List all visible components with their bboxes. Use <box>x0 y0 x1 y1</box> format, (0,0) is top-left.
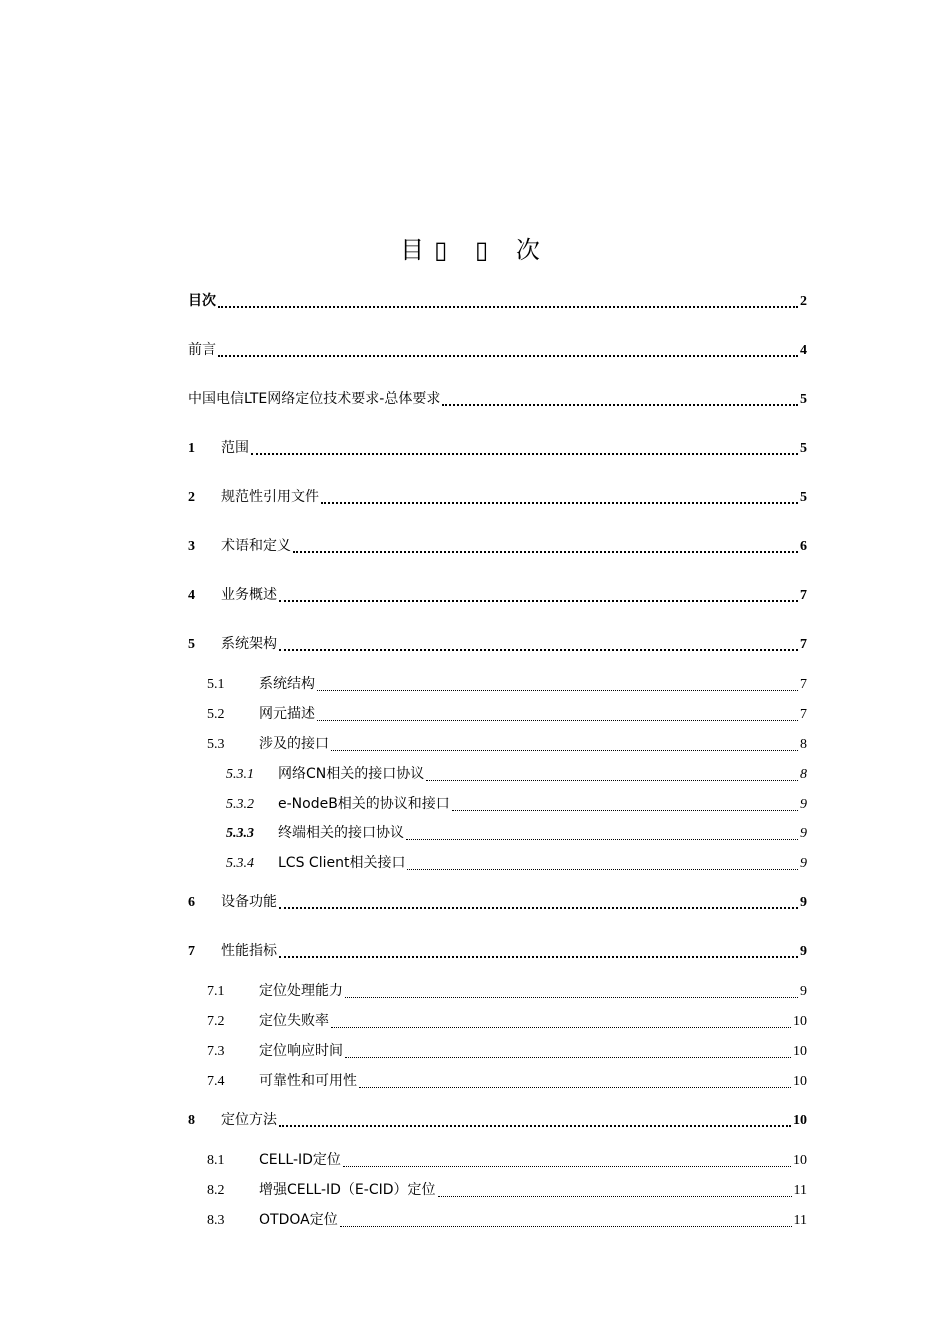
toc-entry-page: 2 <box>800 294 807 309</box>
toc-entry-5-3[interactable] <box>207 734 807 755</box>
toc-entry-8-1[interactable] <box>207 1150 807 1171</box>
toc-entry-number: 1 <box>188 441 195 456</box>
toc-entry-4[interactable] <box>188 585 807 606</box>
toc-entry-page: 10 <box>793 1044 807 1059</box>
toc-entry-label: 网元描述 <box>259 706 315 722</box>
toc-entry-7-2[interactable] <box>207 1011 807 1032</box>
toc-leader-dots <box>452 797 798 811</box>
toc-entry-page: 5 <box>800 441 807 456</box>
toc-entry-number: 5.3.3 <box>226 826 254 841</box>
toc-entry-number: 5.3.2 <box>226 797 254 812</box>
toc-entry-number: 7 <box>188 944 195 959</box>
toc-leader-dots <box>345 984 798 998</box>
toc-entry-8-2[interactable] <box>207 1180 807 1201</box>
toc-entry-label: 定位响应时间 <box>259 1043 343 1059</box>
toc-entry-number: 5.3 <box>207 737 225 752</box>
toc-entry-number: 5.1 <box>207 677 225 692</box>
toc-entry-page: 10 <box>793 1014 807 1029</box>
toc-leader-dots <box>407 856 798 870</box>
toc-entry-5-1[interactable] <box>207 674 807 695</box>
toc-entry-page: 10 <box>793 1113 807 1128</box>
toc-entry-number: 5.2 <box>207 707 225 722</box>
toc-entry-page: 7 <box>800 637 807 652</box>
toc-title: 目▯ ▯ 次 <box>400 236 550 264</box>
toc-entry-label: e-NodeB相关的协议和接口 <box>278 796 450 812</box>
toc-leader-dots <box>218 343 798 357</box>
toc-entry-label: OTDOA定位 <box>259 1212 338 1228</box>
toc-entry-label: 性能指标 <box>221 943 277 959</box>
toc-leader-dots <box>345 1044 791 1058</box>
toc-entry-7-3[interactable] <box>207 1041 807 1062</box>
toc-entry-mulu[interactable] <box>188 291 807 312</box>
toc-leader-dots <box>426 767 798 781</box>
toc-leader-dots <box>293 539 798 553</box>
toc-entry-page: 11 <box>793 1213 807 1228</box>
toc-leader-dots <box>317 677 798 691</box>
toc-leader-dots <box>340 1213 792 1227</box>
toc-entry-page: 11 <box>793 1183 807 1198</box>
toc-entry-page: 7 <box>800 588 807 603</box>
toc-entry-label: 系统架构 <box>221 636 277 652</box>
toc-leader-dots <box>438 1183 792 1197</box>
toc-entry-number: 8 <box>188 1113 195 1128</box>
toc-entry-label: 涉及的接口 <box>259 736 329 752</box>
toc-entry-page: 9 <box>800 984 807 999</box>
toc-entry-label: 业务概述 <box>221 587 277 603</box>
toc-entry-label: 增强CELL-ID（E-CID）定位 <box>259 1182 436 1198</box>
toc-entry-number: 3 <box>188 539 195 554</box>
toc-leader-dots <box>251 441 798 455</box>
toc-entry-label: 前言 <box>188 342 216 358</box>
toc-entry-label: 定位方法 <box>221 1112 277 1128</box>
toc-leader-dots <box>442 392 798 406</box>
toc-entry-7-1[interactable] <box>207 981 807 1002</box>
toc-leader-dots <box>343 1153 791 1167</box>
toc-entry-page: 5 <box>800 392 807 407</box>
toc-entry-2[interactable] <box>188 487 807 508</box>
toc-entry-5-3-1[interactable] <box>226 764 807 785</box>
toc-entry-page: 9 <box>800 856 807 871</box>
toc-leader-dots <box>279 637 798 651</box>
toc-entry-number: 7.3 <box>207 1044 225 1059</box>
toc-entry-label: CELL-ID定位 <box>259 1152 341 1168</box>
toc-entry-7[interactable] <box>188 941 807 962</box>
toc-entry-page: 4 <box>800 343 807 358</box>
toc-entry-page: 8 <box>800 767 807 782</box>
toc-entry-page: 5 <box>800 490 807 505</box>
toc-leader-dots <box>331 1014 791 1028</box>
toc-leader-dots <box>279 944 798 958</box>
toc-entry-label: 终端相关的接口协议 <box>278 825 404 841</box>
toc-entry-5-2[interactable] <box>207 704 807 725</box>
toc-leader-dots <box>279 588 798 602</box>
toc-entry-label: 中国电信LTE网络定位技术要求-总体要求 <box>188 391 441 407</box>
toc-entry-page: 9 <box>800 797 807 812</box>
toc-entry-page: 6 <box>800 539 807 554</box>
toc-leader-dots <box>321 490 798 504</box>
toc-entry-6[interactable] <box>188 892 807 913</box>
toc-entry-number: 5 <box>188 637 195 652</box>
toc-entry-number: 5.3.4 <box>226 856 254 871</box>
toc-entry-number: 5.3.1 <box>226 767 254 782</box>
toc-entry-qianyan[interactable] <box>188 340 807 361</box>
toc-leader-dots <box>279 1113 791 1127</box>
toc-entry-label: 目次 <box>188 293 216 309</box>
toc-entry-number: 8.1 <box>207 1153 225 1168</box>
toc-entry-page: 9 <box>800 826 807 841</box>
toc-entry-number: 7.2 <box>207 1014 225 1029</box>
toc-entry-label: 网络CN相关的接口协议 <box>278 766 425 782</box>
toc-entry-label: 设备功能 <box>221 894 277 910</box>
toc-entry-number: 7.1 <box>207 984 225 999</box>
toc-entry-label: LCS Client相关接口 <box>278 855 406 871</box>
toc-entry-3[interactable] <box>188 536 807 557</box>
toc-entry-label: 术语和定义 <box>221 538 291 554</box>
toc-entry-label: 规范性引用文件 <box>221 489 319 505</box>
toc-leader-dots <box>279 895 798 909</box>
toc-entry-page: 7 <box>800 677 807 692</box>
toc-entry-label: 可靠性和可用性 <box>259 1073 357 1089</box>
toc-entry-number: 7.4 <box>207 1074 225 1089</box>
toc-entry-page: 7 <box>800 707 807 722</box>
toc-entry-page: 8 <box>800 737 807 752</box>
toc-entry-number: 2 <box>188 490 195 505</box>
toc-entry-label: 定位失败率 <box>259 1013 329 1029</box>
toc-entry-8-3[interactable] <box>207 1210 807 1231</box>
toc-entry-8[interactable] <box>188 1110 807 1131</box>
toc-leader-dots <box>406 826 798 840</box>
toc-entry-label: 定位处理能力 <box>259 983 343 999</box>
toc-entry-5[interactable] <box>188 634 807 655</box>
toc-entry-5-3-2[interactable] <box>226 794 807 815</box>
toc-entry-page: 10 <box>793 1074 807 1089</box>
toc-entry-number: 4 <box>188 588 195 603</box>
toc-leader-dots <box>218 294 798 308</box>
toc-entry-label: 系统结构 <box>259 676 315 692</box>
toc-leader-dots <box>317 707 798 721</box>
toc-entry-5-3-4[interactable] <box>226 853 807 874</box>
toc-leader-dots <box>331 737 798 751</box>
toc-entry-page: 10 <box>793 1153 807 1168</box>
toc-entry-1[interactable] <box>188 438 807 459</box>
toc-entry-number: 8.2 <box>207 1183 225 1198</box>
toc-entry-page: 9 <box>800 895 807 910</box>
toc-entry-label: 范围 <box>221 440 249 456</box>
toc-entry-number: 6 <box>188 895 195 910</box>
toc-leader-dots <box>359 1074 791 1088</box>
toc-entry-5-3-3[interactable] <box>226 823 807 844</box>
toc-entry-main-title[interactable] <box>188 389 807 410</box>
toc-entry-7-4[interactable] <box>207 1071 807 1092</box>
toc-entry-number: 8.3 <box>207 1213 225 1228</box>
toc-entry-page: 9 <box>800 944 807 959</box>
